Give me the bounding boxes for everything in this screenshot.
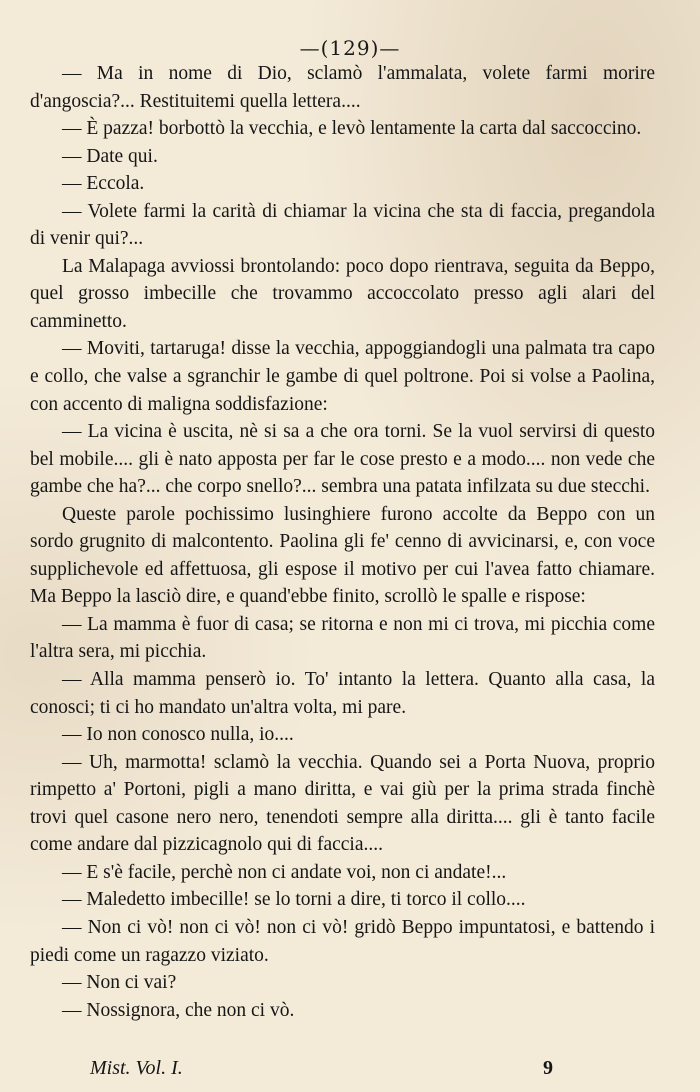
signature-mark: Mist. Vol. I. [90, 1057, 183, 1079]
paragraph: — E s'è facile, perchè non ci andate voi, non ci andate!... [62, 861, 507, 883]
paragraph: — Date qui. [62, 145, 158, 167]
paragraph: — Nossignora, che non ci vò. [62, 999, 295, 1021]
paragraph: La Malapaga avviossi brontolando: poco dopo rientrava, seguita da Beppo, quel grosso imbecille che trovammo accoccolato presso agli alari del camminetto. [30, 255, 655, 332]
page-number-header: —(129)— [299, 36, 401, 60]
paragraph: Queste parole pochissimo lusinghiere furono accolte da Beppo con un sordo grugnito di malcontento. Paolina gli fe' cenno di avvicinarsi, e, con voce supplichevole ed affettuosa, gli espose il motivo per cui l'avea fatto chiamare. Ma Beppo la lasciò dire, e quand'ebbe finito, scrollò le spalle e rispose: [30, 503, 655, 608]
sheet-number: 9 [543, 1057, 553, 1079]
paragraph: — La mamma è fuor di casa; se ritorna e non mi ci trova, mi picchia come l'altra sera, mi picchia. [30, 613, 655, 663]
paragraph: — Volete farmi la carità di chiamar la vicina che sta di faccia, pregandola di venir qui?... [30, 200, 655, 250]
paragraph: — Eccola. [62, 173, 145, 195]
paragraph: — Non ci vai? [62, 972, 177, 994]
page-footer [0, 1057, 700, 1085]
paragraph: — Uh, marmotta! sclamò la vecchia. Quando sei a Porta Nuova, proprio rimpetto a' Portoni, pigli a mano diritta, e vai giù per la prima strada finchè trovi quel casone nero nero, tenendoti sempre alla diritta.... gli è tanto facile come andare dal pizzicagnolo qui di faccia.... [30, 751, 655, 856]
paragraph: — È pazza! borbottò la vecchia, e levò lentamente la carta dal saccoccino. [62, 118, 642, 140]
paragraph: — Alla mamma penserò io. To' intanto la lettera. Quanto alla casa, la conosci; ti ci ho mandato un'altra volta, mi pare. [30, 669, 655, 718]
paragraph: — Non ci vò! non ci vò! non ci vò! gridò Beppo impuntatosi, e battendo i piedi come un ragazzo viziato. [30, 916, 655, 966]
paragraph: — Maledetto imbecille! se lo torni a dire, ti torco il collo.... [62, 889, 526, 911]
paragraph: — Io non conosco nulla, io.... [62, 724, 294, 746]
paragraph: — La vicina è uscita, nè si sa a che ora torni. Se la vuol servirsi di questo bel mobile.... gli è nato apposta per far le cose presto e a modo.... non vede che gambe che ha?... che corpo snello?... sembra una patata infilzata su due stecchi. [30, 421, 655, 498]
page-body [30, 60, 655, 1024]
paragraph: — Moviti, tartaruga! disse la vecchia, appoggiandogli una palmata tra capo e collo, che valse a sgranchir le gambe di quel poltrone. Poi si volse a Paolina, con accento di maligna soddisfazione: [30, 338, 655, 415]
paragraph: — Ma in nome di Dio, sclamò l'ammalata, volete farmi morire d'angoscia?... Restituitemi quella lettera.... [30, 63, 655, 112]
